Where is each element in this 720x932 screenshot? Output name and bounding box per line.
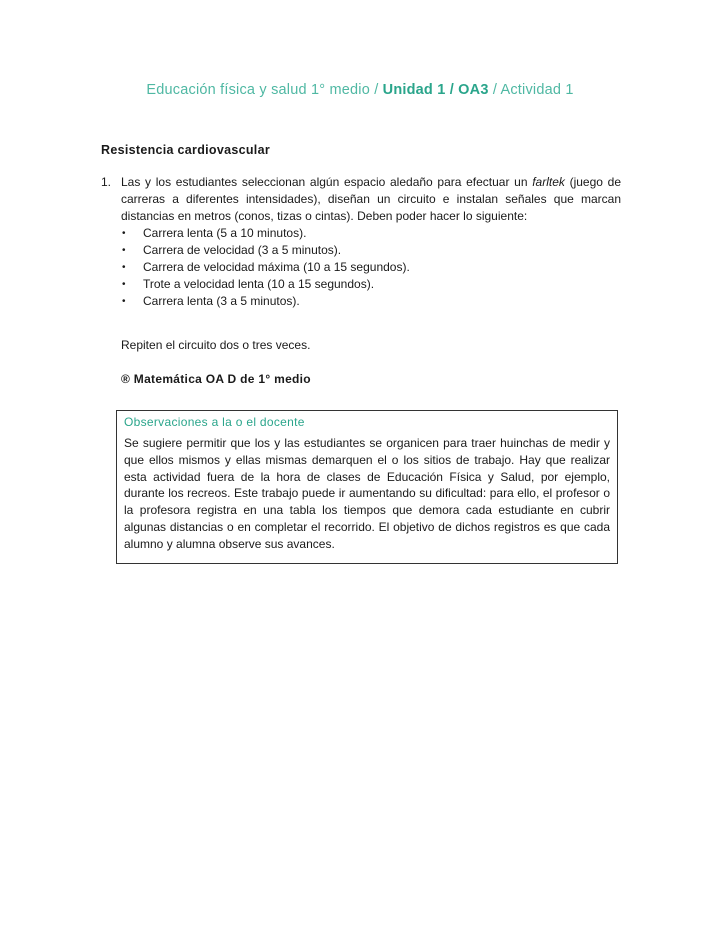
step-1 <box>101 174 621 310</box>
breadcrumb-subject: Educación física y salud 1° medio / <box>146 82 383 98</box>
step-text <box>121 174 621 225</box>
breadcrumb-unit: Unidad 1 / OA3 <box>382 82 489 98</box>
step-text-start: Las y los estudiantes seleccionan algún espacio aledaño para efectuar un <box>121 175 533 189</box>
exercise-list <box>121 225 621 310</box>
curriculum-link[interactable]: ® Matemática OA D de 1° medio <box>121 372 311 386</box>
breadcrumb-activity: / Actividad 1 <box>488 82 574 98</box>
step-body <box>121 174 621 310</box>
step-number: 1. <box>101 175 112 189</box>
list-item <box>121 276 621 293</box>
list-item <box>121 225 621 242</box>
list-item-text: Carrera de velocidad (3 a 5 minutos). <box>143 243 342 257</box>
list-item <box>121 259 621 276</box>
list-item-text: Carrera de velocidad máxima (10 a 15 segundos). <box>143 260 410 274</box>
bullet-icon: • <box>122 245 126 256</box>
observations-title: Observaciones a la o el docente <box>124 415 305 429</box>
list-item-text: Carrera lenta (3 a 5 minutos). <box>143 294 300 308</box>
bullet-icon: • <box>122 279 126 290</box>
bullet-icon: • <box>122 262 126 273</box>
activity-title: Resistencia cardiovascular <box>101 143 270 157</box>
bullet-icon: • <box>122 228 126 239</box>
observations-body: Se sugiere permitir que los y las estudiantes se organicen para traer huinchas de medir y que ellos mismos y ellas mismas demarquen el o los sitios de trabajo. Hay que realizar esta actividad fuera de la hora de clases de Educación Física y Salud, por ejemplo, durante los recreos. Este trabajo puede ir aumentando su dificultad: para ello, el profesor o la profesora registra en una tabla los tiempos que demora cada estudiante en cubrir algunas distancias o en completar el recorrido. El objetivo de dichos registros es que cada alumno y alumna observe sus avances. <box>124 436 610 551</box>
list-item-text: Carrera lenta (5 a 10 minutos). <box>143 226 307 240</box>
step-text-term: farltek <box>532 175 565 189</box>
bullet-icon: • <box>122 296 126 307</box>
breadcrumb-header <box>0 82 720 98</box>
list-item <box>121 242 621 259</box>
repeat-note: Repiten el circuito dos o tres veces. <box>121 338 311 352</box>
teacher-observations-box <box>116 410 618 564</box>
list-item-text: Trote a velocidad lenta (10 a 15 segundos). <box>143 277 375 291</box>
list-item <box>121 293 621 310</box>
activity-steps <box>101 174 621 310</box>
step-text-end: (juego de carreras a diferentes intensidades), diseñan un circuito e instalan señales que marcan distancias en metros (conos, tizas o cintas). Deben poder hacer lo siguiente: <box>121 175 621 223</box>
